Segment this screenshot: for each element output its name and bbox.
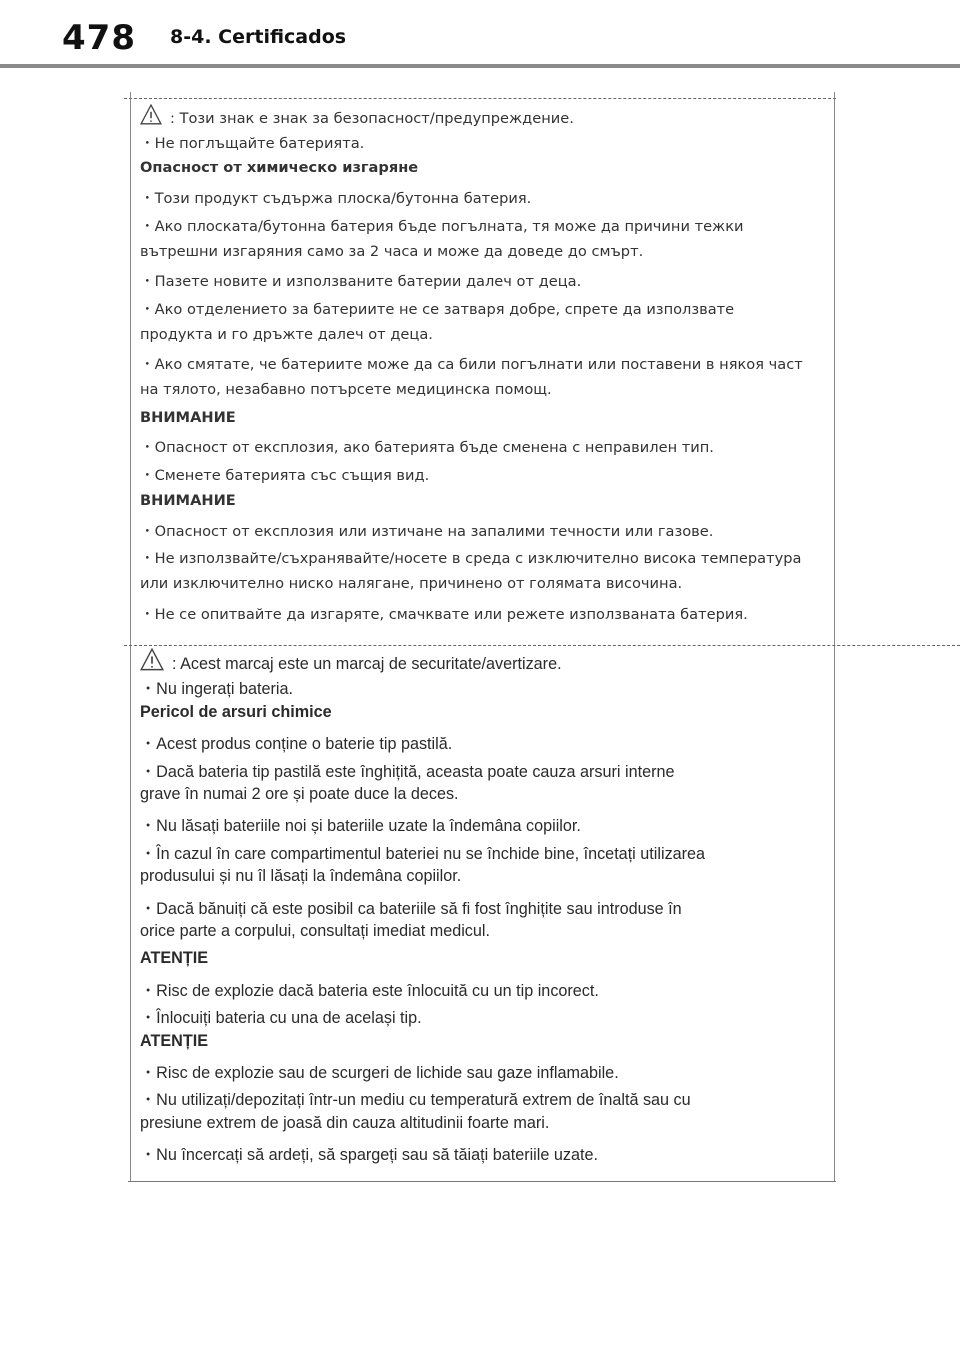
- warning-line: вътрешни изгаряния само за 2 часа и може да доведе до смърт.: [140, 242, 644, 260]
- warning-line: presiune extrem de joasă din cauza altitudinii foarte mari.: [140, 1113, 550, 1132]
- warning-line: ・Acest produs conține o baterie tip pastilă.: [140, 735, 453, 754]
- warning-line: продукта и го дръжте далеч от деца.: [140, 325, 433, 343]
- warning-line: ・Не използвайте/съхранявайте/носете в среда с изключително висока температура: [140, 550, 802, 568]
- section-divider-dashed-rule: [124, 645, 960, 646]
- frame-bottom-rule: [128, 1181, 836, 1182]
- warning-line: orice parte a corpului, consultați imediat medicul.: [140, 922, 490, 940]
- warning-line: ・Dacă bateria tip pastilă este înghițită, aceasta poate cauza arsuri interne: [140, 762, 675, 781]
- warning-line: ・Ако смятате, че батериите може да са били погълнати или поставени в някоя част: [140, 356, 803, 374]
- warning-line: ・Nu ingerați bateria.: [140, 680, 293, 699]
- warning-line: [140, 648, 562, 674]
- warning-line: ・Опасност от експлозия или изтичане на запалими течности или газове.: [140, 522, 714, 540]
- warning-line: ・Risc de explozie sau de scurgeri de lichide sau gaze inflamabile.: [140, 1064, 619, 1082]
- warning-line-text: : Acest marcaj este un marcaj de securitate/avertizare.: [172, 655, 562, 673]
- warning-line: ・Този продукт съдържа плоска/бутонна батерия.: [140, 190, 532, 208]
- warning-line: ・Сменете батерията със същия вид.: [140, 467, 430, 485]
- warning-line: ・Ако отделението за батериите не се затваря добре, спрете да използвате: [140, 300, 735, 318]
- warning-line: ・Не поглъщайте батерията.: [140, 134, 365, 152]
- warning-heading: ATENȚIE: [140, 1031, 209, 1050]
- warning-heading: ВНИМАНИЕ: [140, 491, 236, 509]
- frame-top-dashed-rule: [124, 98, 836, 99]
- warning-line: ・Ако плоската/бутонна батерия бъде погълната, тя може да причини тежки: [140, 217, 744, 235]
- warning-heading: ATENȚIE: [140, 949, 209, 968]
- page-number: 478: [62, 18, 136, 58]
- warning-line: ・Risc de explozie dacă bateria este înlocuită cu un tip incorect.: [140, 981, 599, 1000]
- warning-line: grave în numai 2 ore și poate duce la deces.: [140, 785, 459, 803]
- warning-line: ・Пазете новите и използваните батерии далеч от деца.: [140, 273, 582, 291]
- warning-line-text: : Този знак е знак за безопасност/предупреждение.: [170, 110, 574, 127]
- warning-line: ・Nu lăsați bateriile noi și bateriile uzate la îndemâna copiilor.: [140, 817, 581, 836]
- warning-line: ・Înlocuiți bateria cu una de același tip.: [140, 1009, 422, 1028]
- warning-triangle-icon: [140, 648, 164, 672]
- warning-triangle-icon: [140, 104, 162, 126]
- warning-line: или изключително ниско налягане, причинено от голямата височина.: [140, 574, 683, 592]
- frame-left-border: [130, 92, 131, 1182]
- warning-heading: ВНИМАНИЕ: [140, 408, 236, 426]
- frame-right-border: [834, 92, 835, 1182]
- header-rule: [0, 64, 960, 68]
- warning-line: ・Не се опитвайте да изгаряте, смачквате или режете използваната батерия.: [140, 605, 748, 623]
- warning-line: ・Опасност от експлозия, ако батерията бъде сменена с неправилен тип.: [140, 439, 714, 457]
- warning-line: produsului și nu îl lăsați la îndemâna copiilor.: [140, 867, 462, 886]
- warning-line: на тялото, незабавно потърсете медицинска помощ.: [140, 381, 552, 398]
- warning-line: ・Nu utilizați/depozitați într-un mediu cu temperatură extrem de înaltă sau cu: [140, 1091, 691, 1110]
- warning-line: [140, 104, 574, 127]
- section-title: 8-4. Certificados: [170, 26, 347, 48]
- page-header: [0, 0, 960, 66]
- warning-line: ・Nu încercați să ardeți, să spargeți sau să tăiați bateriile uzate.: [140, 1146, 598, 1165]
- warning-line: ・Dacă bănuiți că este posibil ca bateriile să fi fost înghițite sau introduse în: [140, 899, 682, 918]
- warning-heading: Pericol de arsuri chimice: [140, 702, 332, 721]
- warning-line: ・În cazul în care compartimentul bateriei nu se închide bine, încetați utilizarea: [140, 844, 706, 863]
- warning-heading: Опасност от химическо изгаряне: [140, 159, 419, 177]
